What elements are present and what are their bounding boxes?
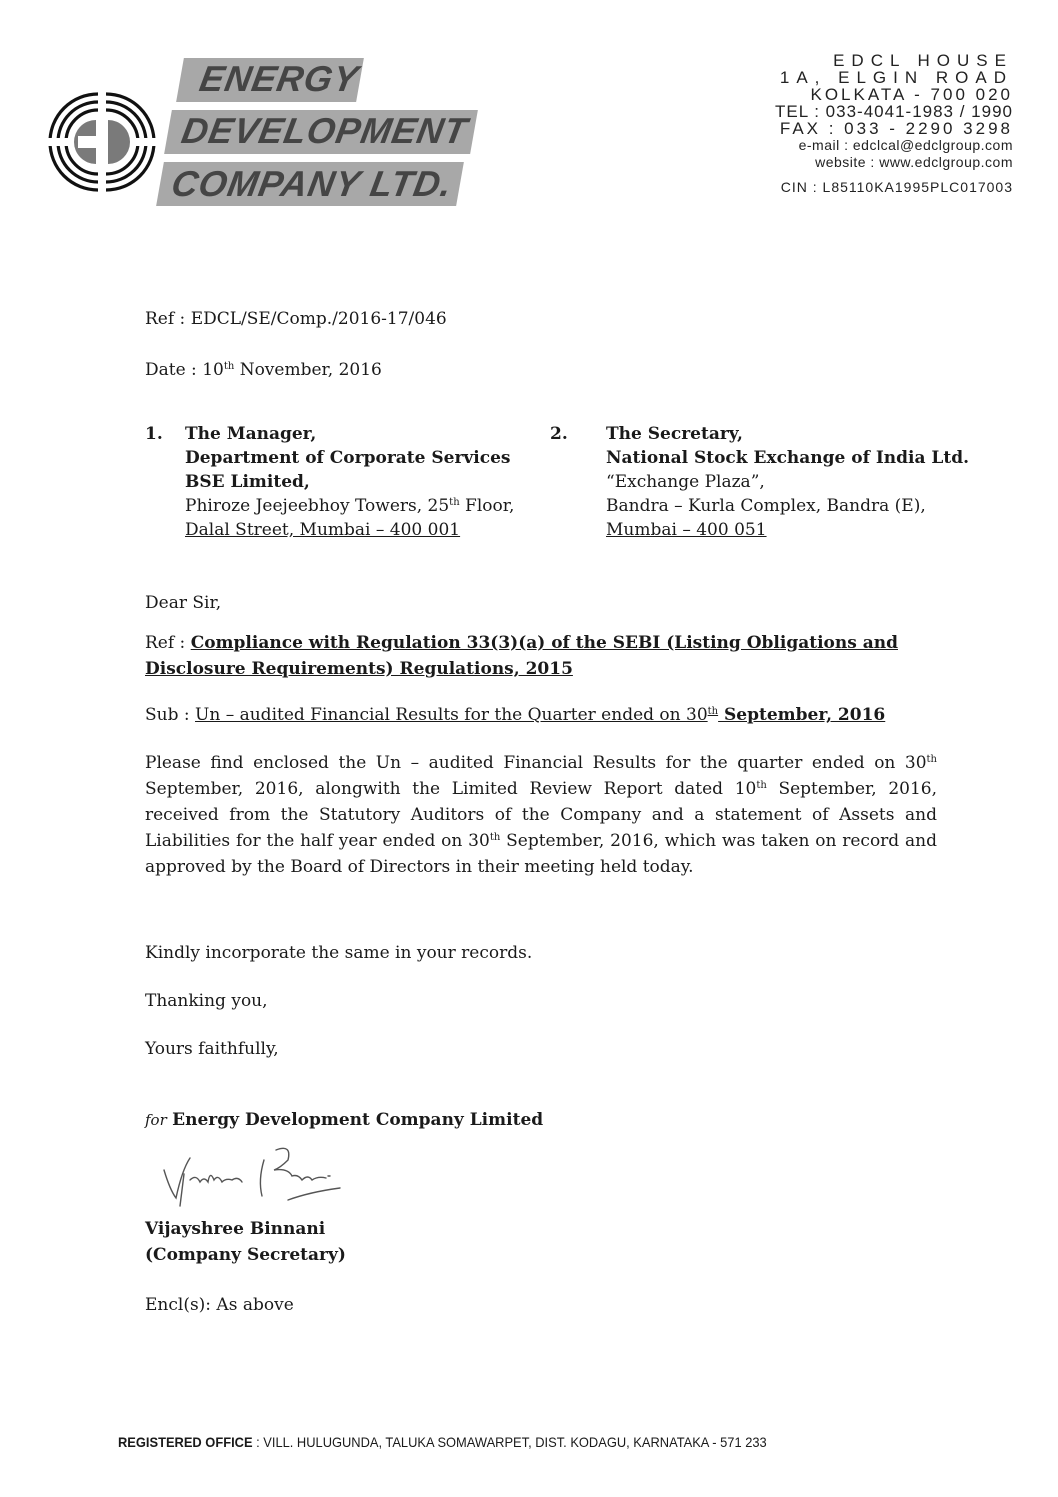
address-email: e-mail : edclcal@edclgroup.com: [798, 137, 1013, 153]
addressee-address-line-2: Bandra – Kurla Complex, Bandra (E),: [606, 496, 926, 516]
address-suffix: th: [449, 497, 460, 508]
ref-subject: Compliance with Regulation 33(3)(a) of the SEBI (Listing Obligations and Disclosure Requirements) Regulations, 2015: [145, 633, 898, 679]
addressee-address-line: “Exchange Plaza”,: [606, 472, 765, 492]
addressee-address-line: [185, 494, 514, 518]
signatory-block: [145, 1216, 346, 1268]
footer-address: : VILL. HULUGUNDA, TALUKA SOMAWARPET, DIST. KODAGU, KARNATAKA - 571 233: [252, 1434, 767, 1450]
addressee-bse: [145, 422, 514, 542]
addressee-number: 1.: [145, 424, 163, 444]
address-line-road: 1A, ELGIN ROAD: [779, 68, 1013, 87]
address-line-city: KOLKATA - 700 020: [810, 85, 1013, 104]
thanks-line: Thanking you,: [145, 991, 268, 1011]
address-text-rest: Floor,: [459, 496, 515, 516]
para-text-4: September, 2016, which was taken on record and approved by the Board of Directors in their meeting held today.: [145, 831, 937, 877]
logo-band-development: [164, 110, 478, 154]
body-paragraph: [145, 750, 937, 880]
closing-line: Yours faithfully,: [145, 1039, 279, 1059]
address-cin: CIN : L85110KA1995PLC017003: [780, 179, 1013, 195]
addressee-title: The Secretary,: [606, 424, 743, 444]
address-line-house: EDCL HOUSE: [833, 51, 1013, 70]
company-emblem-logo: [48, 88, 156, 196]
addressee-city-line: Mumbai – 400 051: [606, 520, 767, 540]
registered-office-footer: [118, 1434, 767, 1450]
sub-suffix: th: [707, 706, 719, 717]
company-name: Energy Development Company Limited: [172, 1110, 544, 1130]
logo-text-line-1: ENERGY: [196, 58, 362, 99]
para-text-2: September, 2016, alongwith the Limited Review Report dated 10: [145, 779, 757, 799]
addressee-nse: [550, 422, 969, 542]
reference-number: Ref : EDCL/SE/Comp./2016-17/046: [145, 309, 447, 329]
para-text-3: September, 2016, received from the Statutory Auditors of the Company and a statement of Assets and Liabilities for the half year ended on 30: [145, 779, 937, 851]
salutation: Dear Sir,: [145, 593, 222, 613]
signatory-title: (Company Secretary): [145, 1245, 346, 1265]
handwritten-signature: [160, 1140, 400, 1212]
logo-band-company: [156, 162, 464, 206]
para-text-1: Please find enclosed the Un – audited Financial Results for the quarter ended on 30: [145, 753, 927, 773]
address-website: website : www.edclgroup.com: [815, 154, 1013, 170]
addressee-title: The Manager,: [185, 424, 317, 444]
sub-text-b: September, 2016: [718, 705, 886, 725]
para-suffix-2: th: [756, 780, 767, 791]
for-prefix: for: [145, 1111, 167, 1129]
logo-band-energy: [176, 58, 364, 102]
addressee-organization: National Stock Exchange of India Ltd.: [606, 448, 970, 468]
addressee-city-line: Dalal Street, Mumbai – 400 001: [185, 520, 461, 540]
logo-text-line-2: DEVELOPMENT: [178, 110, 471, 151]
address-text: Phiroze Jeejeebhoy Towers, 25: [185, 496, 450, 516]
date-rest: November, 2016: [234, 360, 382, 380]
subject-line: [145, 705, 937, 725]
request-line: Kindly incorporate the same in your records.: [145, 943, 533, 963]
footer-label: REGISTERED OFFICE: [118, 1434, 253, 1450]
date-prefix: Date : 10: [145, 360, 224, 380]
ref-label: Ref :: [145, 633, 191, 653]
address-fax: FAX : 033 - 2290 3298: [779, 119, 1013, 138]
address-telephone: TEL : 033-4041-1983 / 1990: [774, 102, 1013, 121]
addressee-organization: BSE Limited,: [185, 472, 310, 492]
subject-reference: [145, 630, 937, 682]
addressee-department: Department of Corporate Services: [185, 448, 511, 468]
date-suffix: th: [223, 361, 235, 372]
sub-label: Sub :: [145, 705, 196, 725]
logo-text-line-3: COMPANY LTD.: [168, 163, 456, 204]
addressee-number: 2.: [550, 424, 568, 444]
sub-text-a: Un – audited Financial Results for the Quarter ended on 30: [195, 705, 708, 725]
letter-date: [145, 357, 382, 383]
signatory-name: Vijayshree Binnani: [145, 1219, 326, 1239]
para-suffix-1: th: [926, 754, 937, 765]
enclosure-note: Encl(s): As above: [145, 1295, 294, 1315]
para-suffix-3: th: [489, 832, 501, 843]
for-company-line: [145, 1110, 543, 1130]
letterhead-address-block: [773, 52, 1013, 195]
